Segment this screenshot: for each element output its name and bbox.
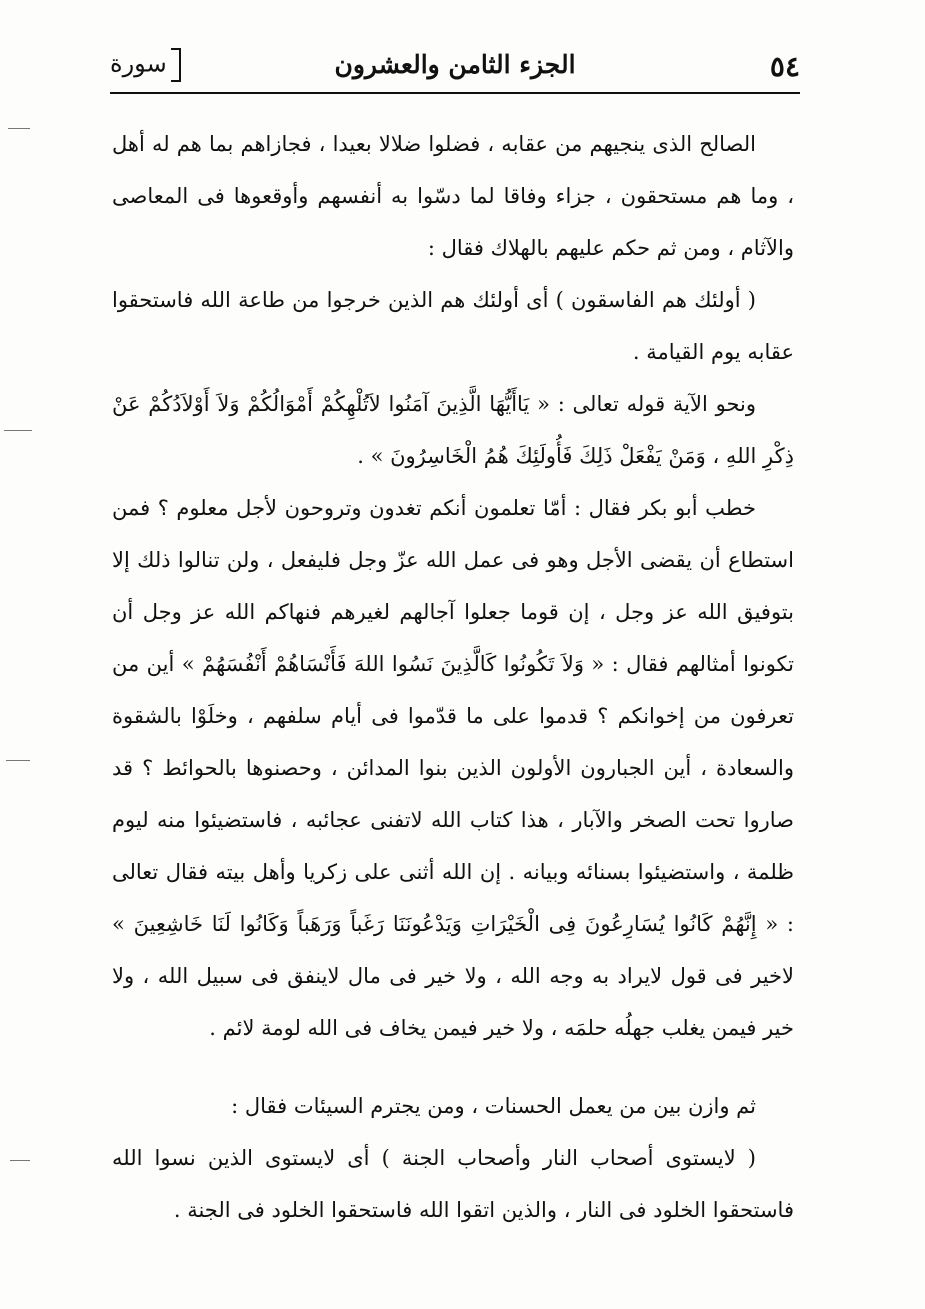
paragraph: ثم وازن بين من يعمل الحسنات ، ومن يجترم السيئات فقال : xyxy=(231,1094,756,1118)
paragraph: ( لايستوى أصحاب النار وأصحاب الجنة ) أى لايستوى الذين نسوا الله فاستحقوا الخلود فى النار ، والذين اتقوا الله فاستحقوا الخلود فى الجنة . xyxy=(112,1146,794,1222)
scan-margin-mark xyxy=(8,128,30,129)
page-body xyxy=(112,118,794,1236)
scan-margin-mark xyxy=(6,760,30,761)
page-number: ٥٤ xyxy=(769,50,800,83)
header-rule xyxy=(110,92,800,94)
running-title: الجزء الثامن والعشرون xyxy=(334,50,576,79)
paragraph: ونحو الآية قوله تعالى : « يَاأَيُّهَا الَّذِينَ آمَنُوا لاَتُلْهِكُمْ أَمْوَالُكُمْ وَلاَ أَوْلاَدُكُمْ عَنْ ذِكْرِ اللهِ ، وَمَنْ يَفْعَلْ ذَلِكَ فَأُولَئِكَ هُمُ الْخَاسِرُونَ » . xyxy=(112,392,794,468)
surah-label-text: سورة xyxy=(110,49,167,78)
scan-margin-mark xyxy=(4,430,32,431)
bracket-mark xyxy=(171,48,181,82)
paragraph: ( أولئك هم الفاسقون ) أى أولئك هم الذين خرجوا من طاعة الله فاستحقوا عقابه يوم القيامة . xyxy=(112,288,794,364)
paragraph: خطب أبو بكر فقال : أمّا تعلمون أنكم تغدون وتروحون لأجل معلوم ؟ فمن استطاع أن يقضى الأجل وهو فى عمل الله عزّ وجل فليفعل ، ولن تنالوا ذلك إلا بتوفيق الله عز وجل ، إن قوما جعلوا آجالهم لغيرهم فنهاكم الله عز وجل أن تكونوا أمثالهم فقال : « وَلاَ تَكُونُوا كَالَّذِينَ نَسُوا اللهَ فَأَنْسَاهُمْ أَنْفُسَهُمْ » أين من تعرفون من إخوانكم ؟ قدموا على ما قدّموا فى أيام سلفهم ، وخلَوْا بالشقوة والسعادة ، أين الجبارون الأولون الذين بنوا المدائن ، وحصنوها بالحوائط ؟ قد صاروا تحت الصخر والآبار ، هذا كتاب الله لاتفنى عجائبه ، فاستضيئوا منه ليوم ظلمة ، واستضيئوا بسنائه وبيانه . إن الله أثنى على زكريا وأهل بيته فقال تعالى : « إِنَّهُمْ كَانُوا يُسَارِعُونَ فِى الْخَيْرَاتِ وَيَدْعُونَنَا رَغَباً وَرَهَباً وَكَانُوا لَنَا خَاشِعِينَ » لاخير فى قول لايراد به وجه الله ، ولا خير فى مال لاينفق فى سبيل الله ، ولا خير فيمن يغلب جهلُه حلمَه ، ولا خير فيمن يخاف فى الله لومة لائم . xyxy=(112,496,794,1040)
page-header xyxy=(110,40,800,90)
surah-label xyxy=(110,48,187,82)
scan-margin-mark xyxy=(10,1160,30,1161)
paragraph: الصالح الذى ينجيهم من عقابه ، فضلوا ضلالا بعيدا ، فجازاهم بما هم له أهل ، وما هم مستحقون ، جزاء وفاقا لما دسّوا به أنفسهم وأوقعوها فى المعاصى والآثام ، ومن ثم حكم عليهم بالهلاك فقال : xyxy=(112,132,795,260)
